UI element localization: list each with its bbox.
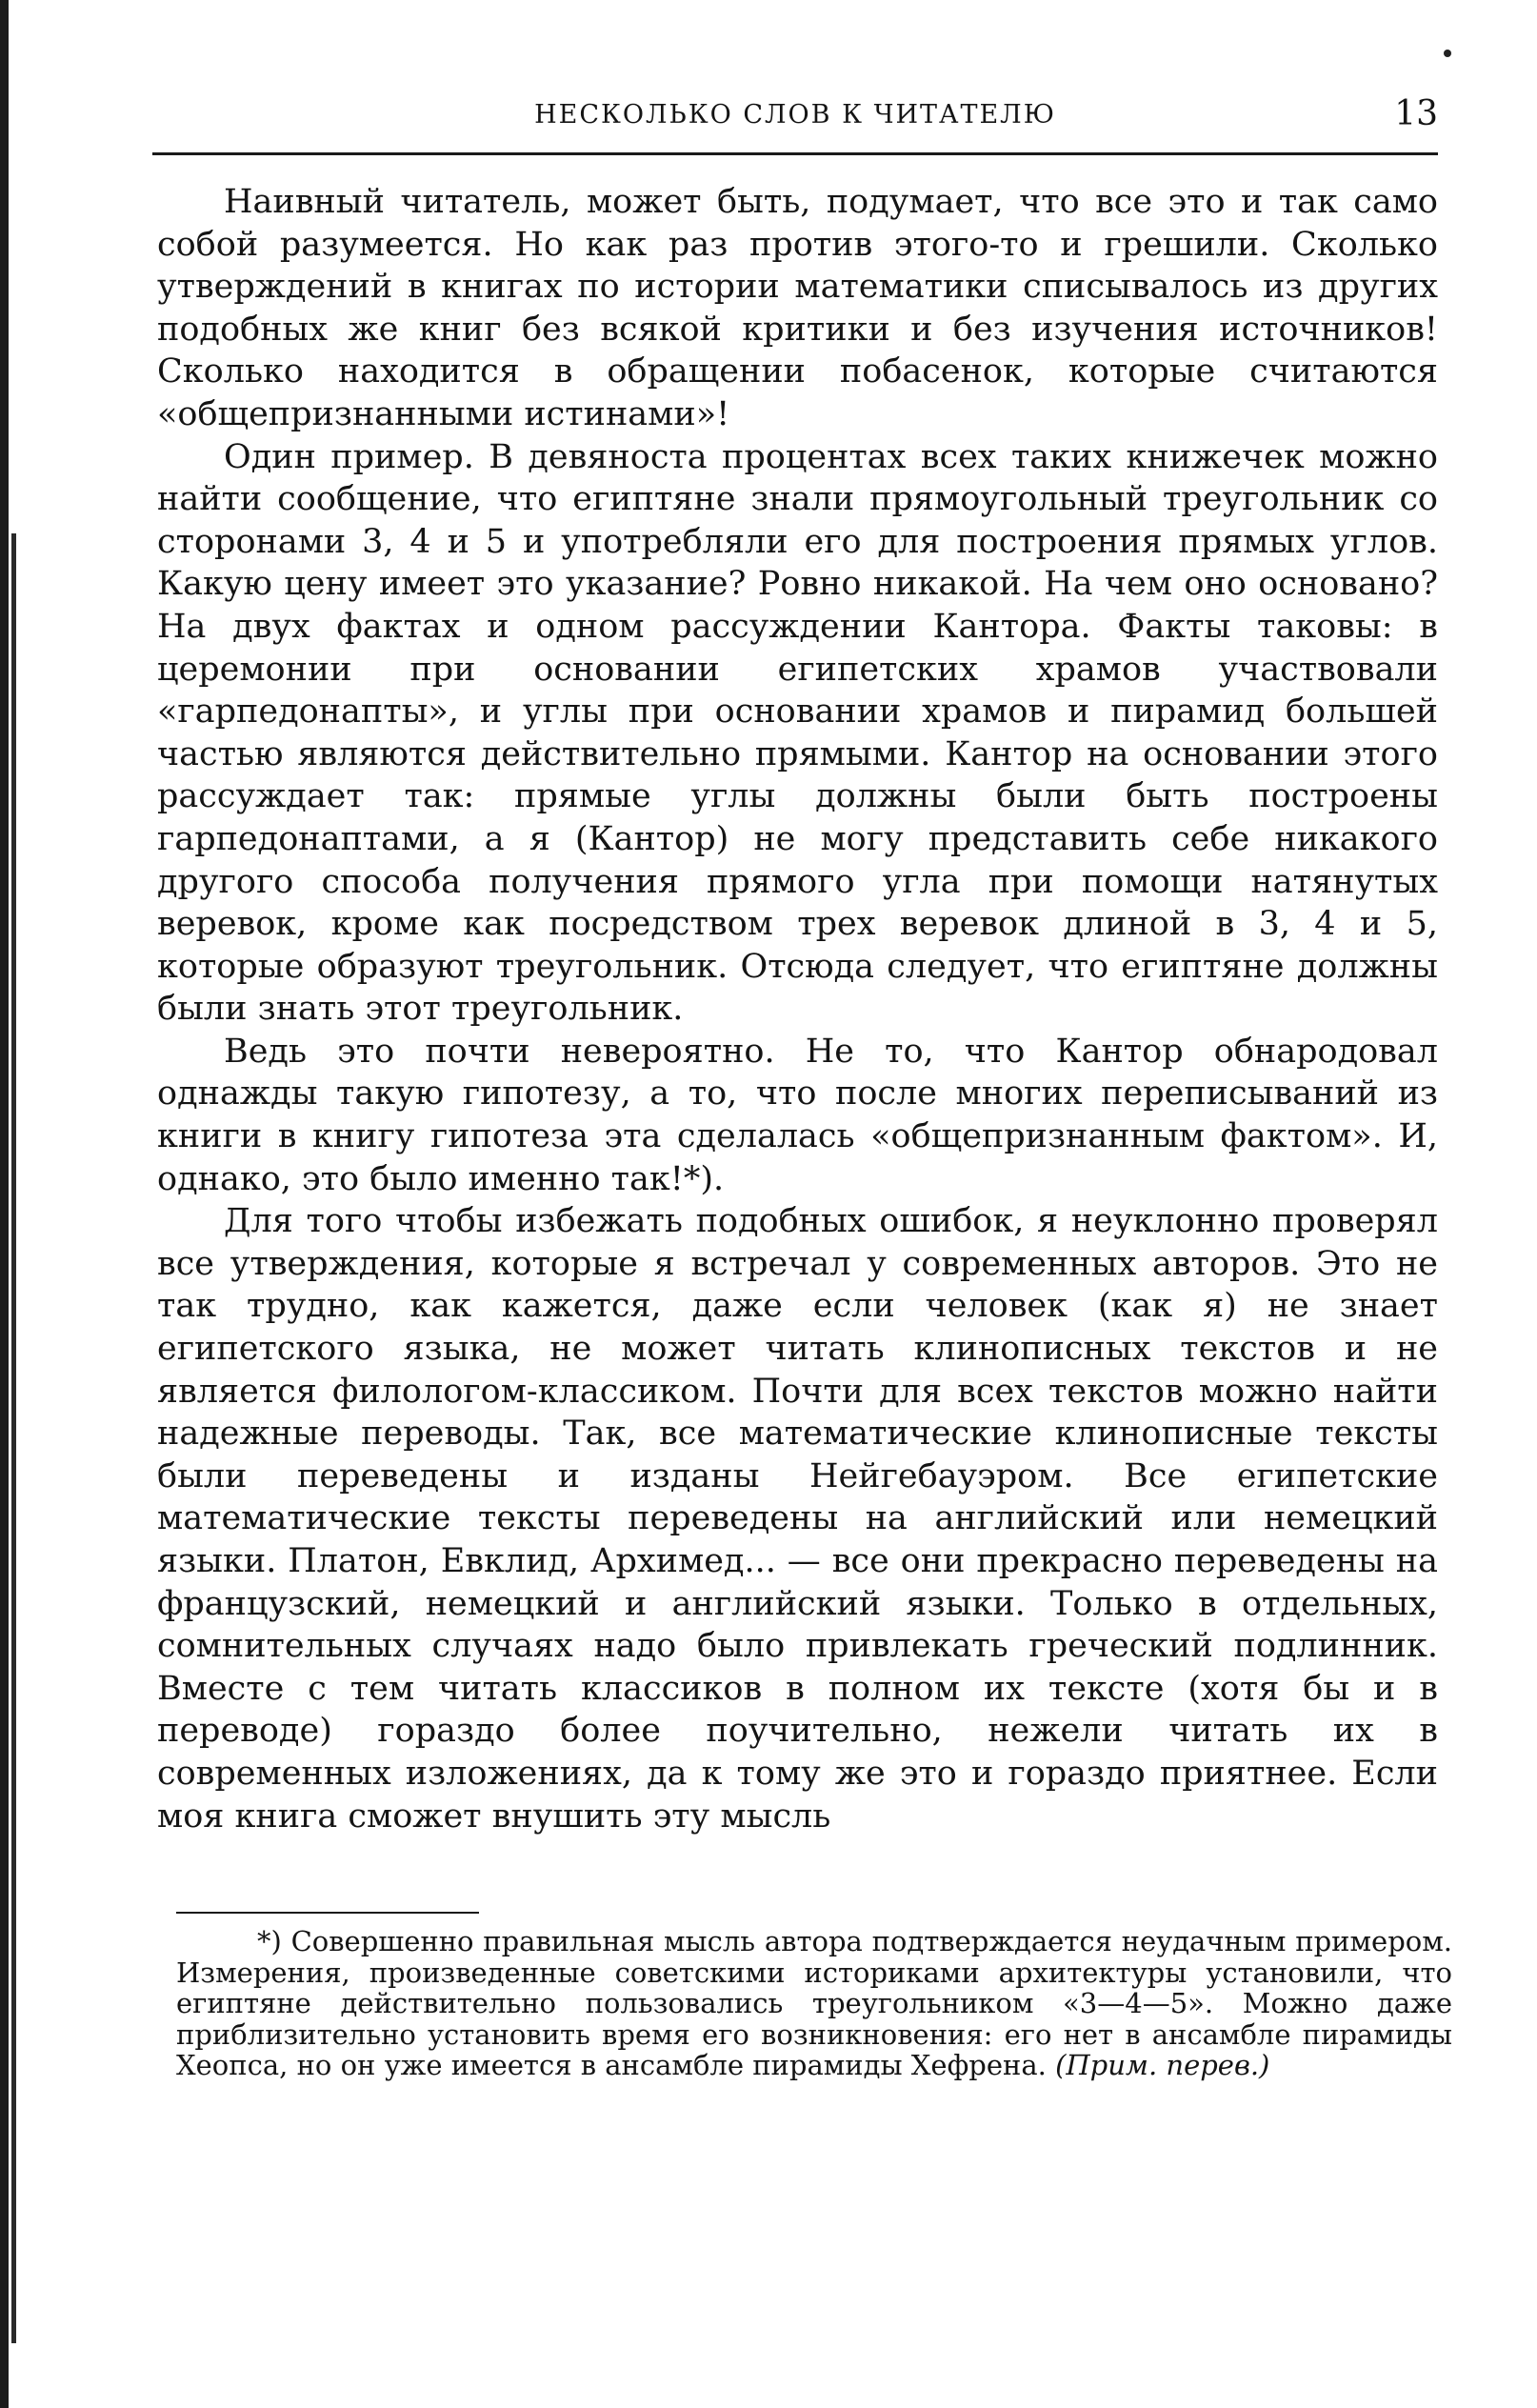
paragraph: Наивный читатель, может быть, подумает, что все это и так само собой разумеется. Но как раз против этого-то и грешили. Сколько утверждений в книгах по истории математики списывалось из других подобных же книг без всякой критики и без изучения источников! Сколько находится в обращении побасенок, которые считаются «общепризнанными истинами»! xyxy=(157,183,1438,433)
footnote-translator-note: (Прим. перев.) xyxy=(1055,2049,1270,2081)
running-title: НЕСКОЛЬКО СЛОВ К ЧИТАТЕЛЮ xyxy=(534,100,1056,130)
paragraph: Один пример. В девяноста процентах всех таких книжечек можно найти сообщение, что египтяне знали прямоугольный треугольник со сторонами 3, 4 и 5 и употребляли его для построения прямых углов. Какую цену имеет это указание? Ровно никакой. На чем оно основано? На двух фактах и одном рассуждении Кантора. Факты таковы: в церемонии при основании египетских храмов участвовали «гарпедонапты», и углы при основании храмов и пирамид большей частью являются действительно прямыми. Кантор на основании этого рассуждает так: прямые углы должны были быть построены гарпедонаптами, а я (Кантор) не могу представить себе никакого другого способа получения прямого угла при помощи натянутых веревок, кроме как посредством трех веревок длиной в 3, 4 и 5, которые образуют треугольник. Отсюда следует, что египтяне должны были знать этот треугольник. xyxy=(157,437,1438,1029)
paragraph: Для того чтобы избежать подобных ошибок, я неуклонно проверял все утверждения, которые я встречал у современных авторов. Это не так трудно, как кажется, даже если человек (как я) не знает египетского языка, не может читать клинописных текстов и не является филологом-классиком. Почти для всех текстов можно найти надежные переводы. Так, все математические клинописные тексты были переведены и изданы Нейгебауэром. Все египетские математические тексты переведены на английский или немецкий языки. Платон, Евклид, Архимед... — все они прекрасно переведены на французский, немецкий и английский языки. Только в отдельных, сомнительных случаях надо было привлекать греческий подлинник. Вместе с тем читать классиков в полном их тексте (хотя бы и в переводе) гораздо более поучительно, нежели читать их в современных изложениях, да к тому же это и гораздо приятнее. Если моя книга сможет внушить эту мысль xyxy=(157,1202,1438,1836)
page-header xyxy=(152,94,1438,148)
page-number: 13 xyxy=(1394,94,1438,133)
footnote-text: *) Совершенно правильная мысль автора подтверждается неудачным примером. Измерения, произведенные советскими историками архитектуры установили, что египтяне действительно пользовались треугольником «3—4—5». Можно даже приблизительно установить время его возникновения: его нет в ансамбле пирамиды Хеопса, но он уже имеется в ансамбле пирамиды Хефрена. xyxy=(176,1925,1452,2081)
scan-speck xyxy=(1444,50,1451,57)
footnote-rule xyxy=(176,1912,479,1914)
body-text xyxy=(157,181,1438,1837)
page-binding-shadow xyxy=(11,533,16,2343)
header-rule xyxy=(152,152,1438,155)
footnote xyxy=(176,1926,1452,2081)
paragraph: Ведь это почти невероятно. Не то, что Кантор обнародовал однажды такую гипотезу, а то, что после многих переписываний из книги в книгу гипотеза эта сделалась «общепризнанным фактом». И, однако, это было именно так!*). xyxy=(157,1032,1438,1198)
page-binding-edge xyxy=(0,0,9,2408)
